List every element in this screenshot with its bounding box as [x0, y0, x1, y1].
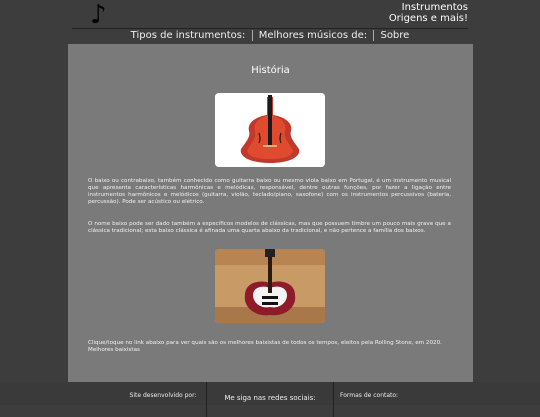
- footer-developed-by: Site desenvolvido por:: [129, 392, 197, 399]
- footer-contact: Formas de contato:: [340, 392, 399, 399]
- music-note-icon: ♪: [90, 0, 107, 30]
- nav-item-melhores[interactable]: Melhores músicos de:: [258, 30, 368, 41]
- history-paragraph-1: O baixo ou contrabaixo, também conhecido como guitarra baixo ou mesmo viola baixo em Portugal, é um instrumento musical que apresenta características harmônicas e melódicas, responsável, dentre outras funções, por fazer a ligação entre instrumentos harmônicos e melódicos (guitarra, violão, teclado/piano, saxofone) com os instrumentos percussivos (bateria, percussão). Pode ser acústico ou elétrico.: [88, 178, 451, 205]
- page-title: História: [251, 65, 290, 76]
- site-header: [72, 0, 468, 29]
- site-title-line1: Instrumentos: [401, 2, 468, 13]
- rolling-stone-text: Clique/toque no link abaixo para ver quais são os melhores baixistas de todos os tempos, eleitos pela Rolling Stone, em 2020.: [88, 340, 442, 346]
- site-title-line2: Origens e mais!: [388, 13, 468, 24]
- main-nav: [0, 29, 540, 43]
- nav-item-tipos[interactable]: Tipos de instrumentos:: [130, 30, 246, 41]
- best-bassists-link[interactable]: Melhores baixistas: [88, 347, 140, 353]
- double-bass-image: [215, 93, 325, 167]
- history-paragraph-3: [88, 340, 451, 354]
- nav-divider: [252, 30, 253, 41]
- site-title: [389, 2, 468, 24]
- footer-social: Me siga nas redes sociais:: [206, 382, 334, 417]
- nav-divider: [373, 30, 374, 41]
- content-panel: [68, 44, 473, 382]
- nav-item-sobre[interactable]: Sobre: [380, 30, 410, 41]
- electric-bass-image: [215, 249, 325, 323]
- history-paragraph-2: O nome baixo pode ser dado também a específicos modelos de clássicas, mas que possuem timbre um pouco mais grave que a clássica tradicional; esta baixo clássica é afinada uma quarta abaixo da tradicional, e não pertence a família dos baixos.: [88, 221, 451, 234]
- site-footer: [0, 382, 540, 405]
